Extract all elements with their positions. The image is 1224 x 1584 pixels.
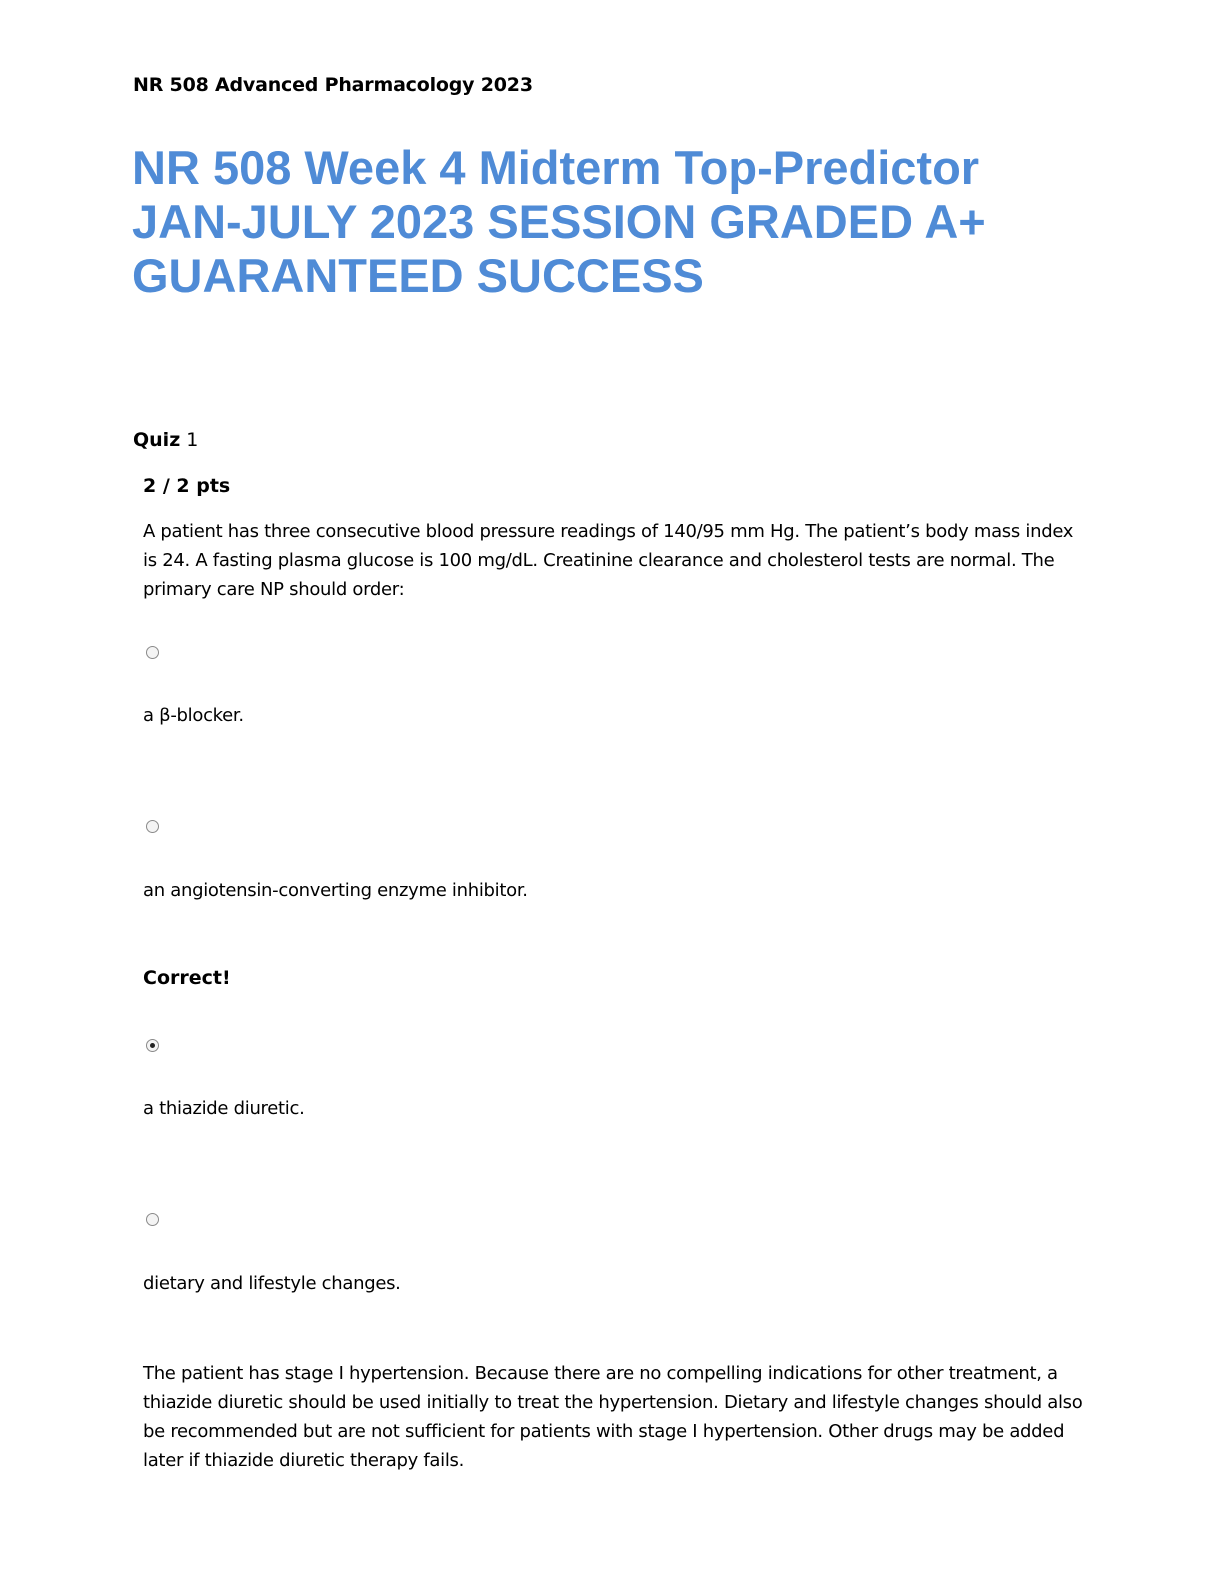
option-radio-3[interactable] xyxy=(146,1039,159,1052)
document-title: NR 508 Week 4 Midterm Top-Predictor JAN-JULY 2023 SESSION GRADED A+ GUARANTEED SUCCESS xyxy=(132,141,986,302)
option-radio-1[interactable] xyxy=(146,646,159,659)
option-text-2: an angiotensin-converting enzyme inhibitor. xyxy=(143,880,528,901)
option-radio-2[interactable] xyxy=(146,820,159,833)
question-points: 2 / 2 pts xyxy=(143,475,231,497)
quiz-label xyxy=(133,429,198,451)
option-text-3: a thiazide diuretic. xyxy=(143,1098,305,1119)
question-text: A patient has three consecutive blood pressure readings of 140/95 mm Hg. The patient’s body mass index is 24. A fasting plasma glucose is 100 mg/dL. Creatinine clearance and cholesterol tests are normal. The primary care NP should order: xyxy=(143,521,1074,600)
option-text-4: dietary and lifestyle changes. xyxy=(143,1273,401,1294)
correct-label: Correct! xyxy=(143,967,231,989)
option-text-1: a β-blocker. xyxy=(143,705,244,726)
quiz-label-word: Quiz xyxy=(133,429,181,451)
option-radio-4[interactable] xyxy=(146,1213,159,1226)
quiz-label-number: 1 xyxy=(186,429,199,451)
course-header: NR 508 Advanced Pharmacology 2023 xyxy=(133,74,533,96)
answer-explanation: The patient has stage I hypertension. Because there are no compelling indications for other treatment, a thiazide diuretic should be used initially to treat the hypertension. Dietary and lifestyle changes should also be recommended but are not sufficient for patients with stage I hypertension. Other drugs may be added later if thiazide diuretic therapy fails. xyxy=(143,1363,1083,1471)
